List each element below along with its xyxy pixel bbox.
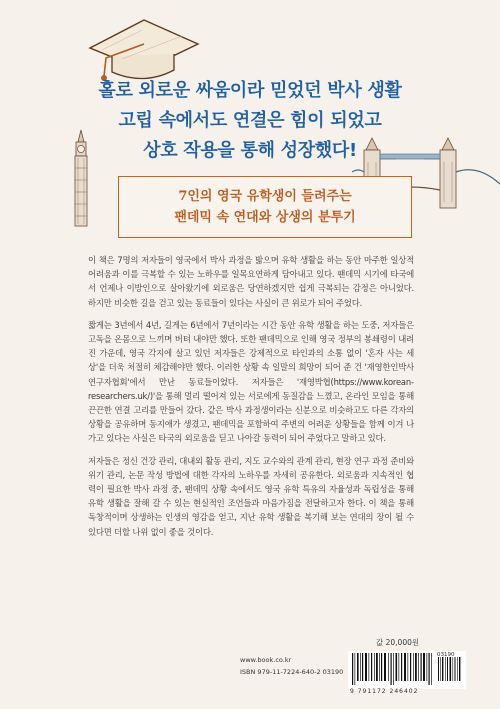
barcode-number: 9 791172 246402: [350, 688, 419, 695]
barcode-addon-number: 03190: [437, 652, 455, 658]
headline-line-2: 고립 속에서도 연결은 힘이 되었고: [118, 110, 382, 131]
headline-line-1: 홀로 외로운 싸움이라 믿었던 박사 생활: [98, 80, 402, 101]
graduation-cap-icon: [82, 14, 202, 84]
description-paragraph-1: 이 책은 7명의 저자들이 영국에서 박사 과정을 밟으며 유학 생활을 하는 동안 마주한 일상적 어려움과 이를 극복할 수 있는 노하우를 일목요연하게 담아내고 있다. 팬데믹 시기에 타국에서 언제나 이방인으로 살아왔기에 외로움은 당연하겠지만 쉽게 극복되는 감정은 아니었다. 하지만 비슷한 길을 걷고 있는 동료들이 있다는 사실이 큰 위로가 되어 주었다.: [88, 255, 414, 308]
description-paragraph-2: 짧게는 3년에서 4년, 길게는 6년에서 7년이라는 시간 동안 유학 생활을 하는 도중, 저자들은 고독을 온몸으로 느끼며 버텨 내야만 했다. 또한 팬데믹으로 인해 영국 정부의 봉쇄령이 내려진 가운데, 영국 각지에 살고 있던 저자들은 강제적으로 타인과의 소통 없이 '혼자 사는 세상'을 더욱 처절히 체감해야만 했다. 이러한 상황 속 일말의 희망이 되어 준 건 '재영한인박사연구자협회'에서 만난 동료들이었다. 저자들은 '재영박협(https://www.koreanresearchers.uk/)'을 통해 멀리 떨어져 있는 서로에게 동질감을 느꼈고, 온라인 모임을 통해 끈끈한 연결 고리를 만들어 갔다. 같은 박사 과정생이라는 신분으로 비슷하고도 다른 각자의 상황을 공유하며 동지애가 생겼고, 팬데믹을 포함하여 주변의 어려운 상황들을 함께 이겨 나가고 있다는 사실은 타국의 외로움을 딛고 나아갈 동력이 되어 주었다고 말하고 있다.: [88, 319, 414, 444]
isbn-label: ISBN 979-11-7224-640-2 03190: [240, 668, 344, 676]
headline-line-3: 상호 작용을 통해 성장했다!: [143, 140, 357, 161]
headline: [0, 76, 500, 166]
subtitle-box: [118, 176, 412, 238]
publisher-url: www.book.co.kr: [240, 656, 292, 664]
price-label: 값 20,000원: [376, 638, 420, 647]
book-description: [88, 253, 414, 547]
subtitle-line-2: 팬데믹 속 연대와 상생의 분투기: [174, 210, 356, 225]
subtitle-line-1: 7인의 영국 유학생이 들려주는: [178, 189, 352, 204]
description-paragraph-3: 저자들은 정신 건강 관리, 대내외 활동 관리, 지도 교수와의 관계 관리, 현장 연구 과정 준비와 위기 관리, 논문 작성 방법에 대한 각자의 노하우를 자세히 공유한다. 외로움과 지속적인 협력이 필요한 박사 과정 중, 팬데믹 상황 속에서도 영국 유학 특유의 자율성과 독립성을 통해 유학 생활을 잘해 갈 수 있는 현실적인 조언들과 마음가짐을 전달하고자 한다. 이 책을 통해 독창적이며 상생하는 인생의 영감을 얻고, 지난 유학 생활을 복기해 보는 연대의 장이 될 수 있다면 더할 나위 없이 좋을 것이다.: [88, 455, 414, 537]
